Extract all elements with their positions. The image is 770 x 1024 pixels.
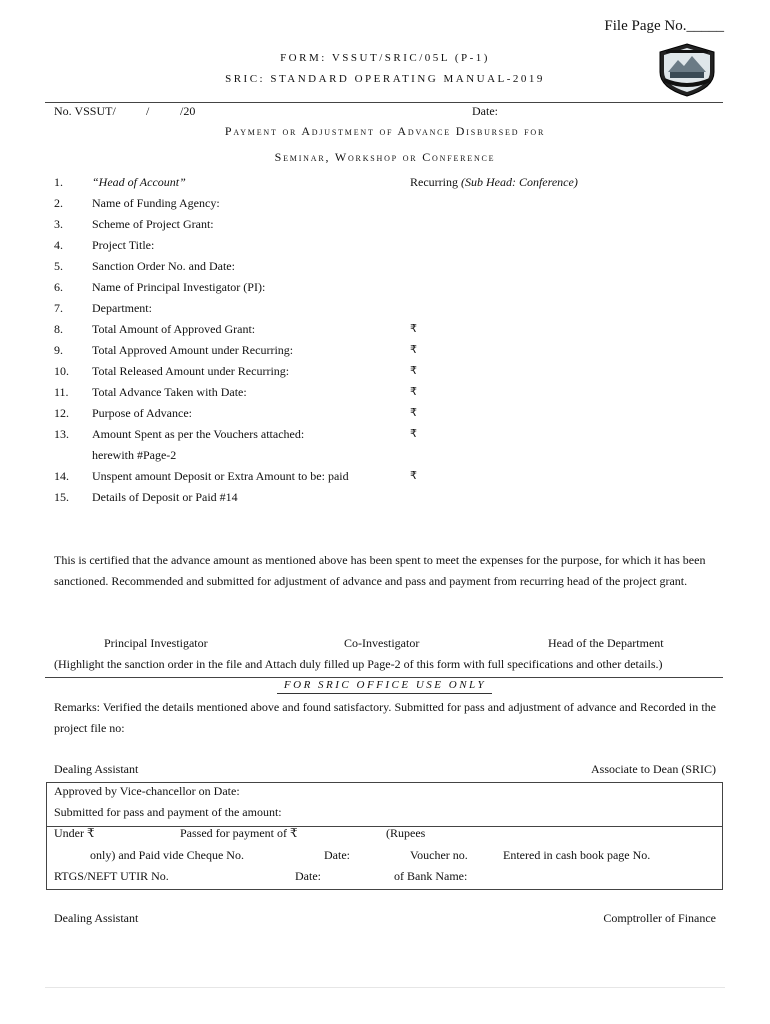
form-title-line2: Seminar, Workshop or Conference <box>274 150 496 164</box>
head-of-account-value <box>410 175 578 190</box>
reference-year: /20 <box>180 104 196 118</box>
office-divider <box>45 677 723 678</box>
item-label: Details of Deposit or Paid #14 <box>92 490 238 504</box>
item-number: 4. <box>54 238 63 252</box>
approval-box-divider <box>46 826 723 827</box>
item-number: 15. <box>54 490 69 504</box>
item-label: Sanction Order No. and Date: <box>92 259 235 273</box>
item-label: Total Amount of Approved Grant: <box>92 322 256 336</box>
rtgs-date: Date: <box>295 869 321 883</box>
cash-book-page: Entered in cash book page No. <box>503 848 651 862</box>
comptroller-of-finance: Comptroller of Finance <box>603 911 716 925</box>
submitted-for-pass: Submitted for pass and payment of the amount: <box>54 805 282 819</box>
office-heading-underline <box>277 693 492 694</box>
page-bottom-rule <box>45 987 725 988</box>
office-remarks: Remarks: Verified the details mentioned above and found satisfactory. Submitted for pass and adjustment of advance and Recorded in the project file no: <box>54 700 716 735</box>
item-label: Purpose of Advance: <box>92 406 192 420</box>
item-number: 5. <box>54 259 63 273</box>
cheque-number: only) and Paid vide Cheque No. <box>90 848 244 862</box>
associate-dean-label: Associate to Dean (SRIC) <box>591 762 716 776</box>
item-number: 14. <box>54 469 69 483</box>
recurring-label: Recurring <box>410 175 458 189</box>
reference-slash: / <box>146 104 150 118</box>
rupee-symbol: ₹ <box>410 364 417 377</box>
rupees-in-words: (Rupees <box>386 826 426 840</box>
rupee-symbol: ₹ <box>410 322 417 335</box>
rupee-symbol: ₹ <box>410 427 417 440</box>
signature-coi: Co-Investigator <box>344 636 420 650</box>
item-label: Name of Principal Investigator (PI): <box>92 280 266 294</box>
item-number: 13. <box>54 427 69 441</box>
item-number: 2. <box>54 196 63 210</box>
item-number: 3. <box>54 217 63 231</box>
item-label: Scheme of Project Grant: <box>92 217 214 231</box>
footer-dealing-assistant: Dealing Assistant <box>54 911 139 925</box>
form-code: FORM: VSSUT/SRIC/05L (P-1) <box>280 52 490 64</box>
item-label: Total Advance Taken with Date: <box>92 385 247 399</box>
reference-date: Date: <box>472 104 498 118</box>
item-label: “Head of Account” <box>92 175 186 189</box>
reference-number: No. VSSUT/ <box>54 104 116 118</box>
approved-by-vc: Approved by Vice-chancellor on Date: <box>54 784 240 798</box>
bank-name: of Bank Name: <box>394 869 468 883</box>
sub-head-label: (Sub Head: Conference) <box>460 175 578 189</box>
cheque-date: Date: <box>324 848 350 862</box>
rupee-symbol: ₹ <box>410 406 417 419</box>
rupee-symbol: ₹ <box>410 469 417 482</box>
item-label: Amount Spent as per the Vouchers attached: <box>92 427 305 441</box>
header-divider <box>45 102 723 103</box>
university-logo-icon <box>656 42 718 98</box>
item-number: 9. <box>54 343 63 357</box>
rupee-symbol: ₹ <box>410 343 417 356</box>
form-title-line1: Payment or Adjustment of Advance Disbursed for <box>224 124 546 138</box>
item-label: Total Released Amount under Recurring: <box>92 364 290 378</box>
item-number: 10. <box>54 364 69 378</box>
item-number: 6. <box>54 280 63 294</box>
manual-title: SRIC: STANDARD OPERATING MANUAL-2019 <box>225 73 545 85</box>
item-number: 7. <box>54 301 63 315</box>
signature-hod: Head of the Department <box>548 636 664 650</box>
rtgs-neft-number: RTGS/NEFT UTIR No. <box>54 869 169 883</box>
item-label: Department: <box>92 301 152 315</box>
attachment-note: (Highlight the sanction order in the file and Attach duly filled up Page-2 of this form with full specifications and other details.) <box>54 657 663 671</box>
file-page-number: File Page No._____ <box>604 18 724 34</box>
item-label-continued: herewith #Page-2 <box>92 448 177 462</box>
signature-pi: Principal Investigator <box>104 636 208 650</box>
item-label: Project Title: <box>92 238 155 252</box>
item-number: 11. <box>54 385 69 399</box>
item-label: Total Approved Amount under Recurring: <box>92 343 294 357</box>
office-use-heading: FOR SRIC OFFICE USE ONLY <box>283 679 487 691</box>
item-number: 1. <box>54 175 63 189</box>
item-number: 8. <box>54 322 63 336</box>
item-label: Name of Funding Agency: <box>92 196 220 210</box>
rupee-symbol: ₹ <box>410 385 417 398</box>
dealing-assistant-label: Dealing Assistant <box>54 762 139 776</box>
voucher-number: Voucher no. <box>410 848 468 862</box>
item-number: 12. <box>54 406 69 420</box>
item-label: Unspent amount Deposit or Extra Amount to be: paid <box>92 469 349 483</box>
passed-for-payment: Passed for payment of ₹ <box>180 826 298 840</box>
under-amount: Under ₹ <box>54 826 95 840</box>
certification-text: This is certified that the advance amount as mentioned above has been spent to meet the expenses for the purpose, for which it has been sanctioned. Recommended and submitted for adjustment of advance and pass and payment from recurring head of the project grant. <box>54 553 706 588</box>
